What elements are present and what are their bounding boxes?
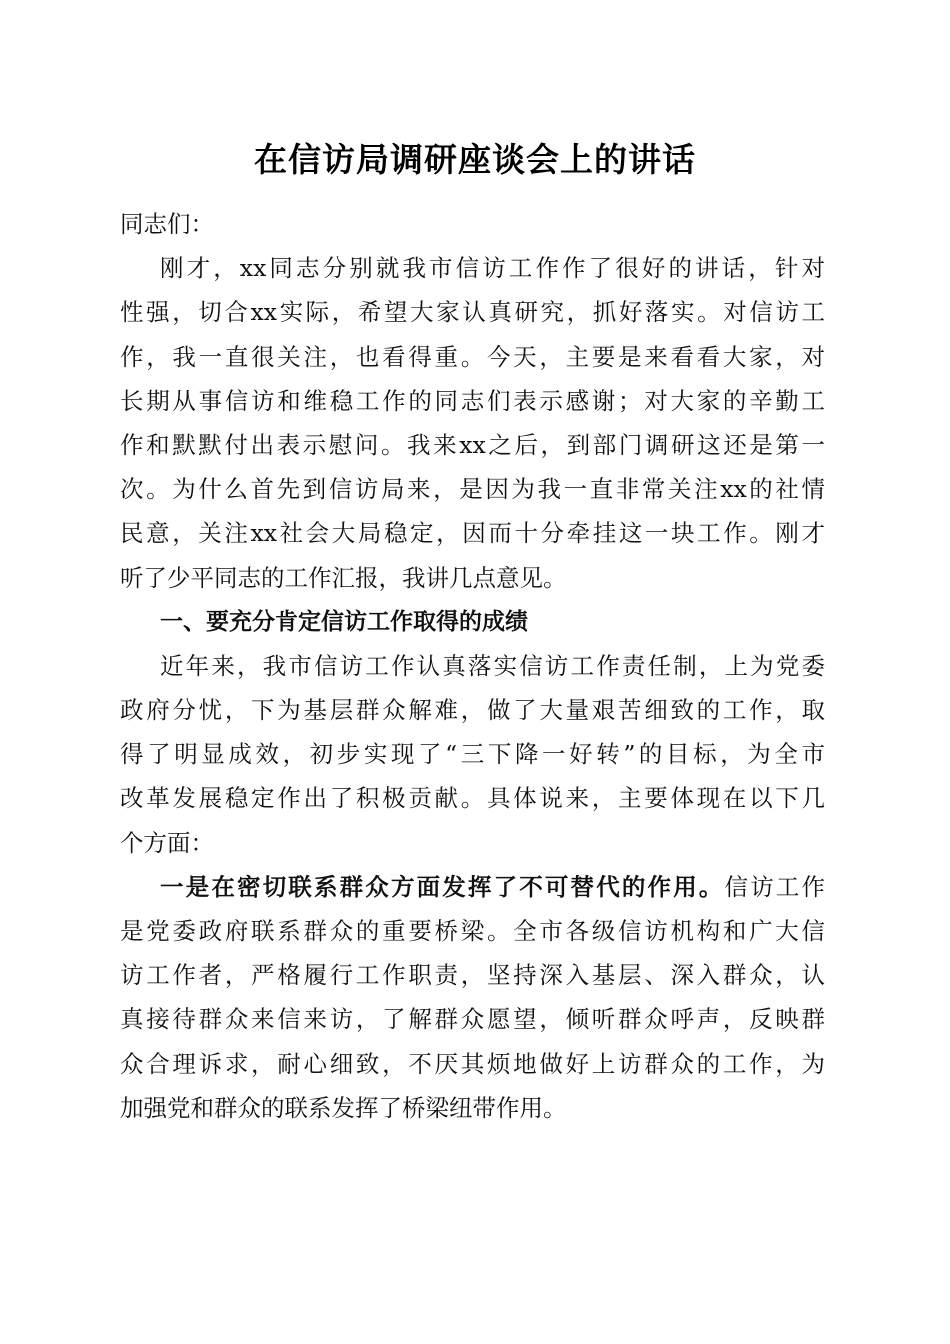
document-body	[120, 202, 825, 1130]
paragraph-lead-tail: 信访工作	[724, 872, 825, 901]
paragraph-line: 改革发展稳定作出了积极贡献。具体说来，主要体现在以下几	[120, 784, 825, 813]
paragraph-line: 众合理诉求，耐心细致，不厌其烦地做好上访群众的工作，为	[120, 1049, 825, 1078]
paragraph-line: 长期从事信访和维稳工作的同志们表示感谢；对大家的辛勤工	[120, 386, 825, 415]
paragraph-line: 听了少平同志的工作汇报，我讲几点意见。	[120, 563, 567, 592]
paragraph-line: 得了明显成效，初步实现了“三下降一好转”的目标，为全市	[120, 740, 825, 769]
paragraph-line: 作和默默付出表示慰问。我来xx之后，到部门调研这还是第一	[120, 430, 825, 459]
paragraph-line: 民意，关注xx社会大局稳定，因而十分牵挂这一块工作。刚才	[120, 519, 825, 548]
paragraph-line: 加强党和群众的联系发挥了桥梁纽带作用。	[120, 1093, 567, 1122]
paragraph-line: 近年来，我市信访工作认真落实信访工作责任制，上为党委	[160, 651, 825, 680]
paragraph-first-line	[120, 865, 825, 909]
paragraph-line: 个方面：	[120, 828, 214, 857]
paragraph-intro	[120, 246, 825, 600]
paragraph-line: 作，我一直很关注，也看得重。今天，主要是来看看大家，对	[120, 342, 825, 371]
paragraph-lead-sentence: 一是在密切联系群众方面发挥了不可替代的作用。	[160, 872, 725, 901]
paragraph-line: 访工作者，严格履行工作职责，坚持深入基层、深入群众，认	[120, 961, 825, 990]
paragraph-line: 政府分忧，下为基层群众解难，做了大量艰苦细致的工作，取	[120, 696, 825, 725]
document-title: 在信访局调研座谈会上的讲话	[254, 140, 696, 179]
paragraph-line: 是党委政府联系群众的重要桥梁。全市各级信访机构和广大信	[120, 917, 825, 945]
section-heading: 一、要充分肯定信访工作取得的成绩	[160, 608, 528, 635]
salutation: 同志们：	[120, 210, 214, 238]
paragraph-line: 刚才，xx同志分别就我市信访工作作了很好的讲话，针对	[160, 254, 825, 283]
paragraph-line: 性强，切合xx实际，希望大家认真研究，抓好落实。对信访工	[120, 298, 825, 327]
paragraph-line: 次。为什么首先到信访局来，是因为我一直非常关注xx的社情	[120, 475, 825, 504]
paragraph-line: 真接待群众来信来访，了解群众愿望，倾听群众呼声，反映群	[120, 1005, 825, 1034]
paragraph-achievements	[120, 644, 825, 865]
paragraph-contact-masses	[120, 865, 825, 1130]
